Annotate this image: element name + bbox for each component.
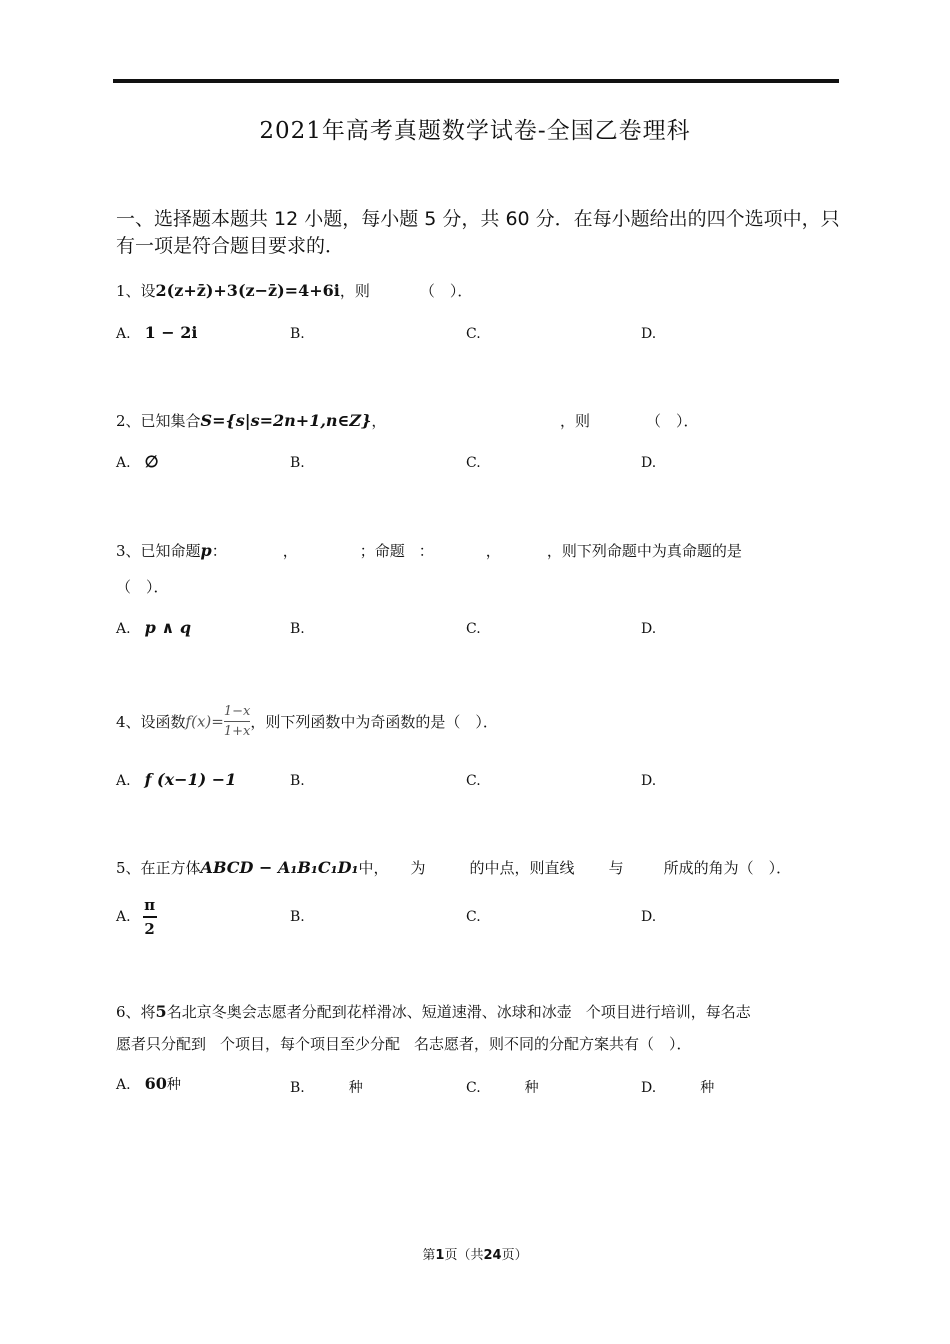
option-a: A. p ∧ q bbox=[116, 618, 192, 637]
option-c: C. bbox=[466, 455, 481, 471]
page-total: 24 bbox=[483, 1248, 502, 1263]
option-c: C. bbox=[466, 909, 481, 925]
option-b: B. bbox=[290, 326, 305, 342]
option-d: D. bbox=[641, 773, 657, 789]
answer-blank: （ ）． bbox=[419, 282, 473, 300]
option-a: A. 1 − 2i bbox=[116, 323, 198, 342]
option-b: B. bbox=[290, 621, 305, 637]
question-prefix: 3、已知命题 bbox=[116, 542, 201, 560]
option-a: A. ∅ bbox=[116, 452, 159, 471]
question-math: ABCD − A₁B₁C₁D₁ bbox=[200, 858, 359, 877]
question-5: 5、在正方体ABCD − A₁B₁C₁D₁中， 为 的中点，则直线 与 所成的角为（ ）． bbox=[116, 858, 792, 877]
option-value: p ∧ q bbox=[144, 618, 192, 637]
option-value: 1 − 2i bbox=[144, 323, 198, 342]
option-d: D. bbox=[641, 909, 657, 925]
question-prefix: 6、将 bbox=[116, 1003, 156, 1021]
answer-blank: （ ）． bbox=[646, 412, 699, 430]
function-name: f(x)= bbox=[185, 712, 224, 731]
option-b: B. bbox=[290, 455, 305, 471]
option-c: C. bbox=[466, 621, 481, 637]
option-c: C. 种 bbox=[466, 1080, 539, 1096]
option-d: D. bbox=[641, 455, 657, 471]
option-a: A. 60种 bbox=[116, 1074, 181, 1093]
option-value: ∅ bbox=[144, 452, 159, 471]
question-4 bbox=[116, 704, 498, 739]
option-d: D. bbox=[641, 621, 657, 637]
option-fraction: $\frac{\pi}{2}$ bbox=[144, 896, 156, 938]
page-footer: 第1页（共24页） bbox=[422, 1248, 528, 1263]
option-d: D. bbox=[641, 326, 657, 342]
option-b: B. bbox=[290, 773, 305, 789]
option-c: C. bbox=[466, 326, 481, 342]
question-suffix: ，则下列函数中为奇函数的是（ ）． bbox=[250, 713, 498, 731]
question-6-line2: 愿者只分配到 个项目，每个项目至少分配 名志愿者，则不同的分配方案共有（ ）． bbox=[116, 1035, 692, 1053]
question-suffix: ， bbox=[371, 412, 387, 430]
page-number: 1 bbox=[435, 1248, 445, 1263]
fraction: $\frac{1-x}{1+x}$ bbox=[223, 704, 251, 739]
option-b: B. 种 bbox=[290, 1080, 363, 1096]
question-2-tail: ，则 （ ）． bbox=[560, 412, 699, 430]
question-math: 2(z+z̄)+3(z−z̄)=4+6i bbox=[155, 281, 340, 300]
question-prefix: 2、已知集合 bbox=[116, 412, 201, 430]
question-suffix: ，则 bbox=[339, 282, 370, 300]
page-title: 2021年高考真题数学试卷-全国乙卷理科 bbox=[259, 118, 691, 144]
option-d: D. 种 bbox=[641, 1080, 715, 1096]
question-prefix: 4、设函数 bbox=[116, 713, 186, 731]
section-heading: 一、选择题本题共 12 小题，每小题 5 分，共 60 分．在每小题给出的四个选项中，只有一项是符合题目要求的． bbox=[116, 208, 840, 257]
question-1 bbox=[116, 280, 472, 301]
question-3: 3、已知命题p： ， ；命题 ： ， ，则下列命题中为真命题的是 bbox=[116, 541, 742, 560]
question-6: 6、将5名北京冬奥会志愿者分配到花样滑冰、短道速滑、冰球和冰壶 个项目进行培训，每名志 bbox=[116, 1002, 751, 1021]
top-rule bbox=[113, 79, 839, 83]
answer-blank: （ ）． bbox=[116, 578, 169, 596]
question-2 bbox=[116, 410, 386, 431]
option-value: 60 bbox=[144, 1074, 167, 1093]
question-math: S={s|s=2n+1,n∈Z} bbox=[200, 411, 372, 430]
option-b: B. bbox=[290, 909, 305, 925]
option-c: C. bbox=[466, 773, 481, 789]
option-a: A. $\frac{\pi}{2}$ bbox=[116, 896, 156, 938]
question-prefix: 1、设 bbox=[116, 282, 156, 300]
question-prefix: 5、在正方体 bbox=[116, 859, 201, 877]
question-math: p bbox=[200, 541, 212, 560]
option-value: f (x−1) −1 bbox=[144, 770, 237, 789]
option-a: A. f (x−1) −1 bbox=[116, 770, 237, 789]
